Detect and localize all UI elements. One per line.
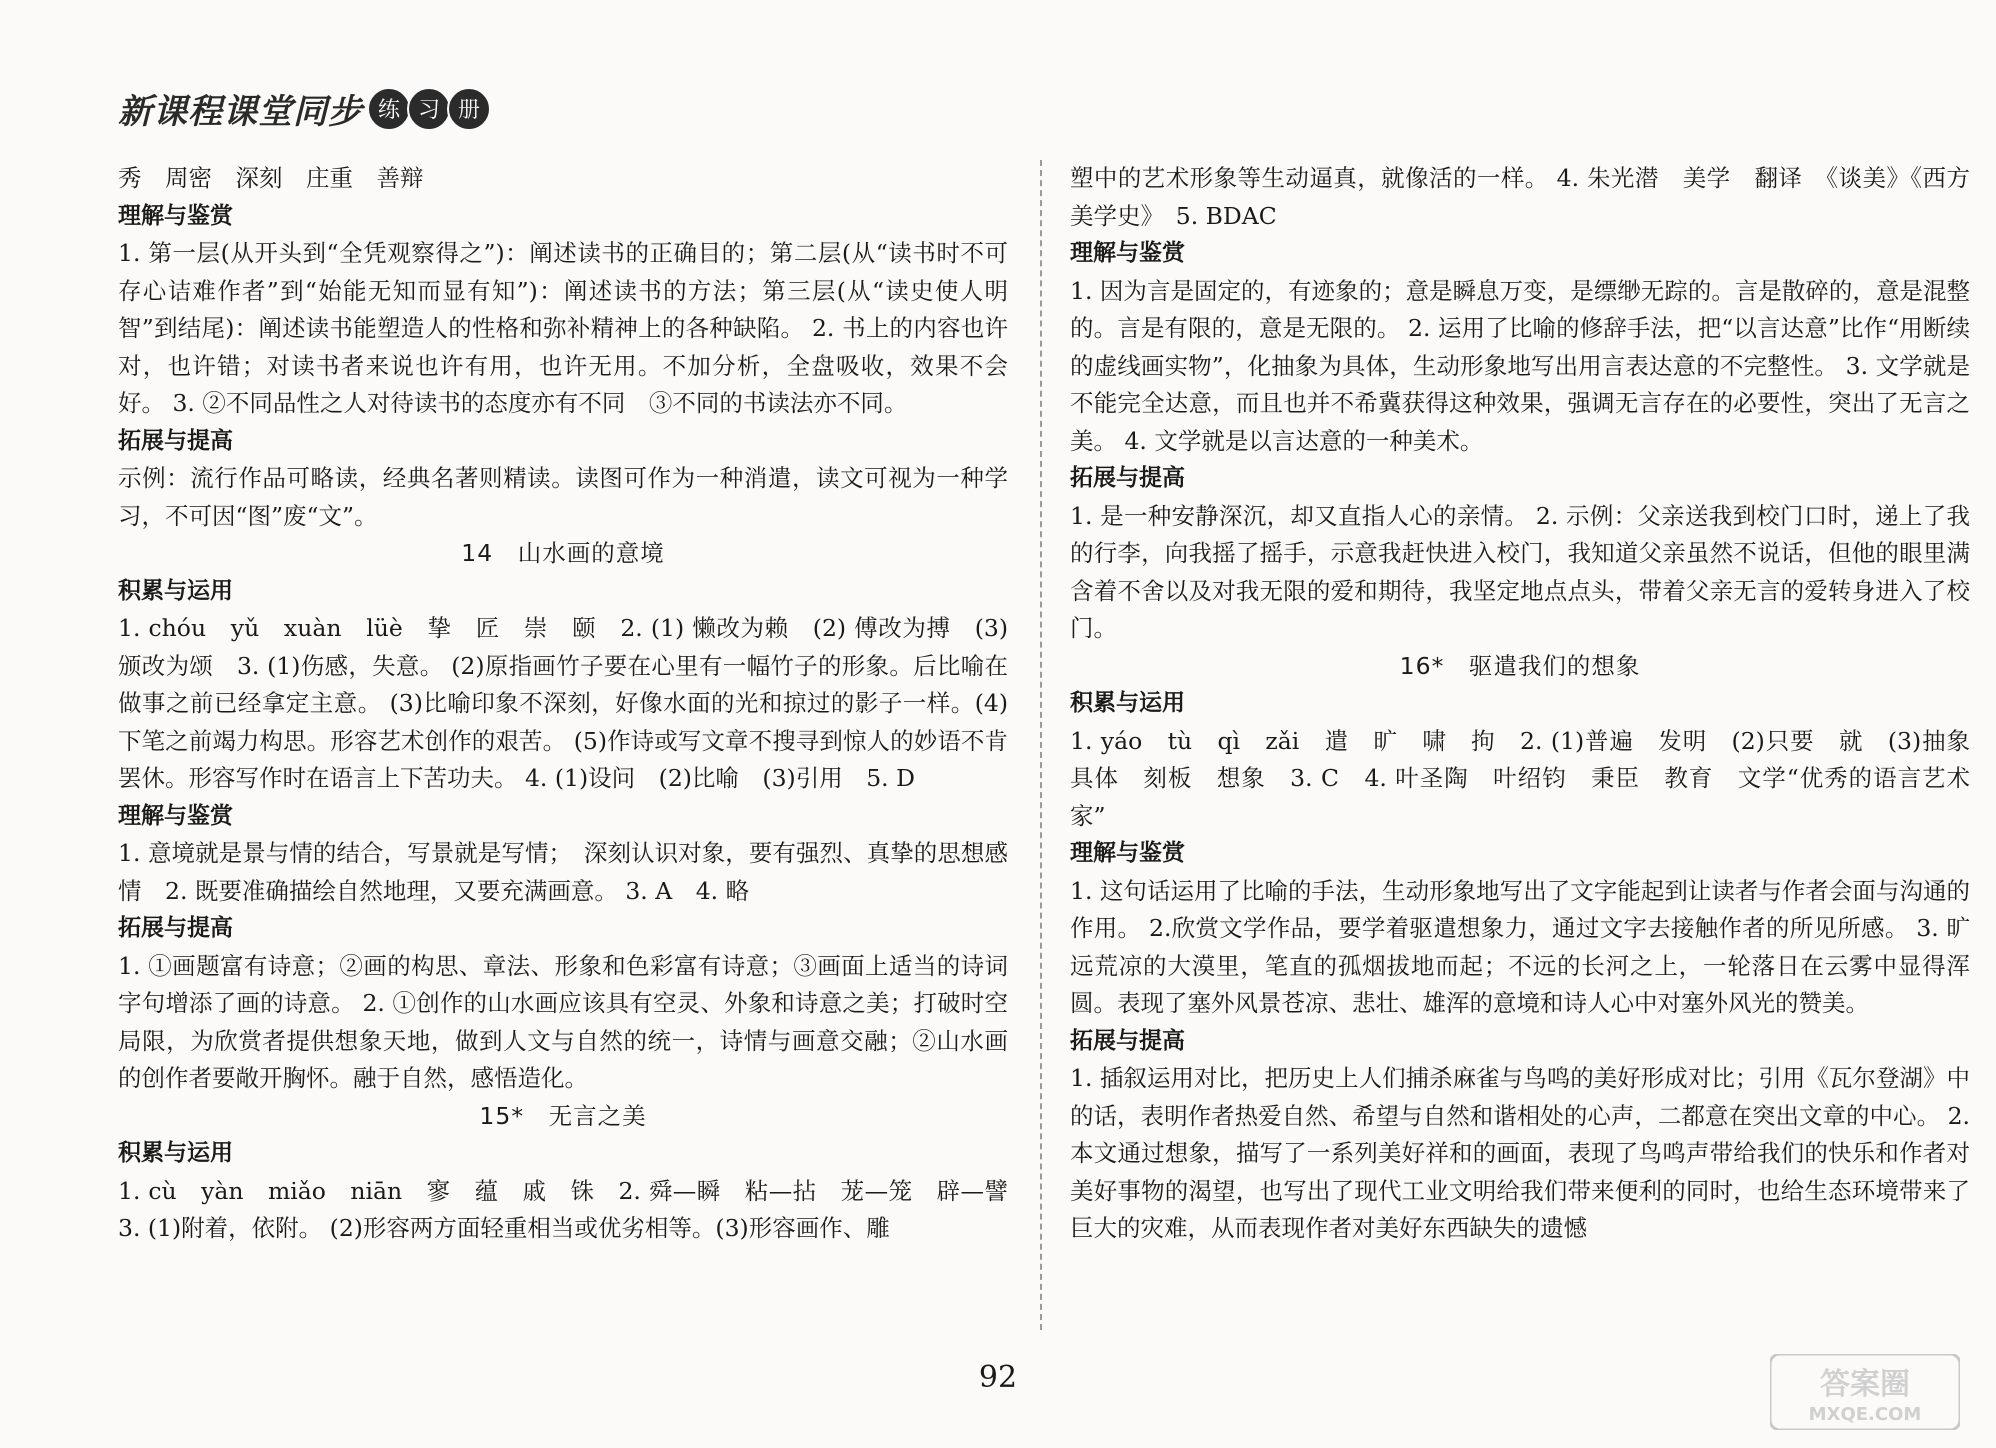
- lesson-title: 14 山水画的意境: [461, 539, 665, 567]
- answer-paragraph: 1. ①画题富有诗意；②画的构思、章法、形象和色彩富有诗意；③画面上适当的诗词字句增添了画的诗意。 2. ①创作的山水画应该具有空灵、外象和诗意之美；打破时空局限，为欣赏者提供想象天地，做到人文与自然的统一，诗情与画意交融；②山水画的创作者要敞开胸怀。融于自然，感悟造化。: [118, 951, 1008, 1092]
- badge-lian: 练: [367, 87, 411, 131]
- section-heading: 理解与鉴赏: [1070, 240, 1185, 266]
- section-heading: 积累与运用: [118, 1140, 233, 1166]
- right-column: [1070, 160, 1994, 1248]
- answer-paragraph: 1. cù yàn miǎo niān 寥 蕴 戚 铢 2. 舜—瞬 粘—拈 茏—笼 辟—譬 3. (1)附着，依附。 (2)形容两方面轻重相当或优劣相等。(3)形容画作、雕: [118, 1176, 1032, 1242]
- answer-paragraph: 1. chóu yǔ xuàn lüè 挚 匠 崇 颐 2. (1) 懒改为赖 (2) 傅改为搏 (3)颁改为颂 3. (1)伤感，失意。 (2)原指画竹子要在心里有一幅竹子的形象。后比喻在做事之前已经拿定主意。 (3)比喻印象不深刻，好像水面的光和掠过的影子一样。(4)下笔之前竭力构思。形容艺术创作的艰苦。 (5)作诗或写文章不搜寻到惊人的妙语不肯罢休。形容写作时在语言上下苦功夫。 4. (1)设问 (2)比喻 (3)引用 5. D: [118, 614, 1008, 792]
- watermark-line2: MXQE.COM: [1808, 1404, 1922, 1425]
- brand-badges: [371, 87, 491, 131]
- watermark-logo: [1770, 1354, 1960, 1430]
- brand-title: 新课程课堂同步: [118, 92, 363, 132]
- answer-paragraph: 1. 是一种安静深沉，却又直指人心的亲情。 2. 示例：父亲送我到校门口时，递上了我的行李，向我摇了摇手，示意我赶快进入校门，我知道父亲虽然不说话，但他的眼里满含着不舍以及对我无限的爱和期待，我坚定地点点头，带着父亲无言的爱转身进入了校门。: [1070, 501, 1970, 642]
- answer-paragraph: 1. 因为言是固定的，有迹象的；意是瞬息万变，是缥缈无踪的。言是散碎的，意是混整的。言是有限的，意是无限的。 2. 运用了比喻的修辞手法，把“以言达意”比作“用断续的虚线画实物”，化抽象为具体，生动形象地写出用言表达意的不完整性。 3. 文学就是不能完全达意，而且也并不希冀获得这种效果，强调无言存在的必要性，突出了无言之美。 4. 文学就是以言达意的一种美术。: [1070, 276, 1970, 455]
- answer-paragraph: 1. yáo tù qì zǎi 遣 旷 啸 拘 2. (1)普遍 发明 (2)只要 就 (3)抽象 具体 刻板 想象 3. C 4. 叶圣陶 叶绍钧 秉臣 教育 文学“优秀的语言艺术家”: [1070, 726, 1994, 830]
- lesson-title: 15* 无言之美: [479, 1101, 647, 1130]
- section-heading: 拓展与提高: [118, 915, 233, 941]
- section-heading: 理解与鉴赏: [118, 202, 233, 229]
- section-heading: 理解与鉴赏: [118, 802, 233, 829]
- answer-paragraph: 塑中的艺术形象等生动逼真，就像活的一样。 4. 朱光潜 美学 翻译 《谈美》《西方美学史》 5. BDAC: [1070, 164, 1970, 230]
- answer-paragraph: 1. 这句话运用了比喻的手法，生动形象地写出了文字能起到让读者与作者会面与沟通的作用。 2.欣赏文学作品，要学着驱遣想象力，通过文字去接触作者的所见所感。 3. 旷远荒凉的大漠里，笔直的孤烟拔地而起；不远的长河之上，一轮落日在云雾中显得浑圆。表现了塞外风景苍凉、悲壮、雄浑的意境和诗人心中对塞外风光的赞美。: [1070, 876, 1970, 1017]
- answer-paragraph: 秀 周密 深刻 庄重 善辩: [118, 164, 424, 192]
- watermark-line1: 答案圈: [1820, 1367, 1910, 1402]
- badge-xi: 习: [407, 87, 451, 131]
- column-divider: [1040, 160, 1042, 1330]
- section-heading: 积累与运用: [1070, 690, 1185, 716]
- section-heading: 理解与鉴赏: [1070, 840, 1185, 866]
- answer-paragraph: 1. 第一层(从开头到“全凭观察得之”)：阐述读书的正确目的；第二层(从“读书时不可存心诘难作者”到“始能无知而显有知”)：阐述读书的方法；第三层(从“读史使人明智”到结尾)：阐述读书能塑造人的性格和弥补精神上的各种缺陷。 2. 书上的内容也许对，也许错；对读书者来说也许有用，也许无用。不加分析，全盘吸收，效果不会好。 3. ②不同品性之人对待读书的态度亦有不同 ③不同的书读法亦不同。: [118, 239, 1008, 417]
- section-heading: 拓展与提高: [1070, 1027, 1185, 1054]
- section-heading: 积累与运用: [118, 577, 233, 604]
- lesson-title: 16* 驱遣我们的想象: [1399, 651, 1641, 680]
- badge-ce: 册: [447, 87, 491, 131]
- page-header: [118, 84, 491, 133]
- answer-paragraph: 1. 意境就是景与情的结合，写景就是写情； 深刻认识对象，要有强烈、真挚的思想感情 2. 既要准确描绘自然地理，又要充满画意。 3. A 4. 略: [118, 839, 1008, 905]
- answer-paragraph: 示例：流行作品可略读，经典名著则精读。读图可作为一种消遣，读文可视为一种学习，不可因“图”废“文”。: [118, 464, 1008, 530]
- answer-paragraph: 1. 插叙运用对比，把历史上人们捕杀麻雀与鸟鸣的美好形成对比；引用《瓦尔登湖》中的话，表明作者热爱自然、希望与自然和谐相处的心声，二都意在突出文章的中心。 2. 本文通过想象，描写了一系列美好祥和的画面，表现了鸟鸣声带给我们的快乐和作者对美好事物的渴望，也写出了现代工业文明给我们带来便利的同时，也给生态环境带来了巨大的灾难，从而表现作者对美好东西缺失的遗憾: [1070, 1064, 1970, 1242]
- left-column: [118, 160, 1032, 1248]
- page-number: 92: [978, 1360, 1018, 1395]
- section-heading: 拓展与提高: [118, 427, 233, 454]
- section-heading: 拓展与提高: [1070, 465, 1185, 491]
